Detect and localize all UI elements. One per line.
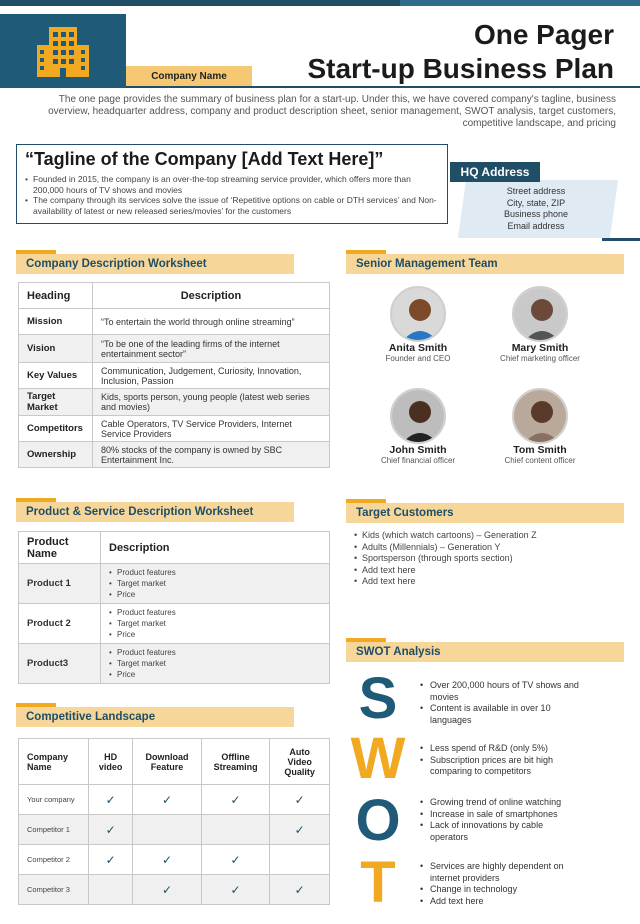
list-item: • Product features bbox=[109, 567, 321, 578]
table-header: HD video bbox=[89, 739, 133, 785]
intro-text: The one page provides the summary of business plan for a start-up. Under this, we have covered company's tagline, business overview, headquarter address, company and product description sheet, senior management, SWOT analysis, target customers, competitive landscape, and pricing bbox=[48, 94, 616, 129]
table-header: Offline Streaming bbox=[201, 739, 270, 785]
row-description: “To entertain the world through online streaming” bbox=[93, 309, 330, 335]
list-item: • Increase in sale of smartphones bbox=[420, 809, 580, 821]
list-item: • Over 200,000 hours of TV shows and movies bbox=[420, 680, 580, 703]
list-item: • Less spend of R&D (only 5%) bbox=[420, 743, 580, 755]
row-description: Cable Operators, TV Service Providers, Internet Service Providers bbox=[93, 416, 330, 442]
page-title bbox=[307, 18, 614, 86]
check-icon: ✓ bbox=[201, 845, 270, 875]
competitor-name: Your company bbox=[19, 785, 89, 815]
check-icon: ✓ bbox=[133, 845, 202, 875]
person-card bbox=[500, 388, 580, 466]
target-customers-list bbox=[354, 530, 624, 588]
hq-address-title: HQ Address bbox=[450, 162, 540, 182]
title-line-2: Start-up Business Plan bbox=[307, 53, 614, 84]
table-row bbox=[19, 644, 330, 684]
tagline-bullets bbox=[25, 174, 439, 216]
product-service-section bbox=[16, 498, 294, 522]
table-row bbox=[19, 416, 330, 442]
section-title: Senior Management Team bbox=[346, 254, 624, 274]
check-icon: ✓ bbox=[270, 815, 330, 845]
person-name: Anita Smith bbox=[388, 342, 448, 354]
table-row bbox=[19, 335, 330, 363]
table-header: Auto Video Quality bbox=[270, 739, 330, 785]
tagline-bullet: • The company through its services solve the issue of ‘Repetitive options on cable or DTH services’ and Non-availability of latest or new released series/movies’ for the customers bbox=[25, 195, 439, 216]
hq-accent-line bbox=[602, 238, 640, 241]
list-item: • Subscription prices are bit high comparing to competitors bbox=[420, 755, 580, 778]
table-header: Download Feature bbox=[133, 739, 202, 785]
row-heading: Mission bbox=[19, 309, 93, 335]
company-logo bbox=[0, 14, 126, 88]
avatar bbox=[390, 388, 446, 444]
row-heading: Competitors bbox=[19, 416, 93, 442]
check-icon: ✓ bbox=[201, 785, 270, 815]
table-header: Company Name bbox=[19, 739, 89, 785]
swot-weaknesses-list bbox=[420, 743, 580, 778]
tagline-title: “Tagline of the Company [Add Text Here]” bbox=[25, 149, 384, 169]
company-name-label: Company Name bbox=[126, 66, 252, 86]
swot-strengths-list bbox=[420, 680, 580, 726]
empty-cell bbox=[133, 815, 202, 845]
list-item: • Target market bbox=[109, 578, 321, 589]
list-item: • Kids (which watch cartoons) – Generation Z bbox=[354, 530, 624, 542]
tagline-box bbox=[16, 144, 448, 224]
row-description: Communication, Judgement, Curiosity, Innovation, Inclusion, Passion bbox=[93, 363, 330, 389]
check-icon: ✓ bbox=[270, 875, 330, 905]
person-name: John Smith bbox=[389, 444, 447, 456]
check-icon: ✓ bbox=[89, 815, 133, 845]
section-title: Competitive Landscape bbox=[16, 707, 294, 727]
list-item: • Change in technology bbox=[420, 884, 580, 896]
competitive-landscape-section bbox=[16, 703, 294, 727]
swot-letter-o bbox=[348, 790, 408, 852]
row-description: 80% stocks of the company is owned by SBC Entertainment Inc. bbox=[93, 442, 330, 468]
product-name: Product3 bbox=[19, 644, 101, 684]
row-heading: Vision bbox=[19, 335, 93, 363]
person-name: Mary Smith bbox=[511, 342, 569, 354]
competitor-name: Competitor 2 bbox=[19, 845, 89, 875]
tagline-bullet: • Founded in 2015, the company is an over-the-top streaming service provider, which offers more than 200,000 hours of TV shows and movies bbox=[25, 174, 439, 195]
swot-letter-w bbox=[348, 728, 408, 790]
header-divider bbox=[126, 86, 640, 88]
list-item: • Target market bbox=[109, 658, 321, 669]
table-row bbox=[19, 389, 330, 416]
table-row bbox=[19, 564, 330, 604]
section-title: Product & Service Description Worksheet bbox=[16, 502, 294, 522]
section-title: Target Customers bbox=[346, 503, 624, 523]
person-role: Founder and CEO bbox=[385, 354, 451, 363]
person-role: Chief marketing officer bbox=[500, 354, 580, 363]
list-item: • Add text here bbox=[420, 896, 580, 908]
empty-cell bbox=[89, 875, 133, 905]
list-item: • Lack of innovations by cable operators bbox=[420, 820, 580, 843]
row-heading: Ownership bbox=[19, 442, 93, 468]
swot-letter: W bbox=[350, 726, 406, 791]
table-row bbox=[19, 442, 330, 468]
product-features-list bbox=[109, 607, 321, 640]
check-icon: ✓ bbox=[270, 785, 330, 815]
check-icon: ✓ bbox=[201, 875, 270, 905]
row-description: Kids, sports person, young people (latest web series and movies) bbox=[93, 389, 330, 416]
list-item: • Growing trend of online watching bbox=[420, 797, 580, 809]
list-item: • Add text here bbox=[354, 576, 624, 588]
table-row bbox=[19, 815, 330, 845]
list-item: • Add text here bbox=[354, 565, 624, 577]
list-item: • Content is available in over 10 languages bbox=[420, 703, 580, 726]
title-line-1: One Pager bbox=[473, 19, 614, 50]
row-description: “To be one of the leading firms of the internet entertainment sector” bbox=[93, 335, 330, 363]
section-title: SWOT Analysis bbox=[346, 642, 624, 662]
list-item: • Adults (Millennials) – Generation Y bbox=[354, 542, 624, 554]
hq-phone: Business phone bbox=[503, 209, 569, 219]
list-item: • Product features bbox=[109, 647, 321, 658]
swot-letter: T bbox=[360, 850, 396, 915]
hq-city: City, state, ZIP bbox=[506, 197, 566, 208]
table-row bbox=[19, 875, 330, 905]
product-name: Product 2 bbox=[19, 604, 101, 644]
person-name: Tom Smith bbox=[513, 444, 567, 456]
table-header: Heading bbox=[19, 283, 93, 309]
row-heading: Target Market bbox=[19, 389, 93, 416]
person-card bbox=[378, 286, 458, 364]
list-item: • Price bbox=[109, 629, 321, 640]
table-row bbox=[19, 785, 330, 815]
senior-management-section bbox=[346, 250, 624, 274]
target-customers-section bbox=[346, 499, 624, 523]
list-item: • Services are highly dependent on internet providers bbox=[420, 861, 580, 884]
list-item: • Target market bbox=[109, 618, 321, 629]
empty-cell bbox=[270, 845, 330, 875]
competitor-name: Competitor 1 bbox=[19, 815, 89, 845]
swot-letter-t bbox=[348, 852, 408, 914]
product-name: Product 1 bbox=[19, 564, 101, 604]
product-features-list bbox=[109, 647, 321, 680]
row-heading: Key Values bbox=[19, 363, 93, 389]
person-role: Chief content officer bbox=[504, 456, 576, 465]
product-service-table bbox=[18, 531, 330, 684]
hq-email: Email address bbox=[507, 220, 565, 231]
hq-street: Street address bbox=[506, 186, 566, 196]
avatar bbox=[512, 388, 568, 444]
person-card bbox=[378, 388, 458, 466]
product-features-list bbox=[109, 567, 321, 600]
list-item: • Sportsperson (through sports section) bbox=[354, 553, 624, 565]
swot-threats-list bbox=[420, 861, 580, 907]
list-item: • Price bbox=[109, 589, 321, 600]
hq-address-lines bbox=[470, 186, 602, 232]
check-icon: ✓ bbox=[89, 785, 133, 815]
table-header: Product Name bbox=[19, 532, 101, 564]
empty-cell bbox=[201, 815, 270, 845]
table-row bbox=[19, 363, 330, 389]
table-row bbox=[19, 845, 330, 875]
avatar bbox=[390, 286, 446, 342]
table-row bbox=[19, 604, 330, 644]
building-icon bbox=[33, 23, 93, 79]
swot-section bbox=[346, 638, 624, 662]
check-icon: ✓ bbox=[133, 875, 202, 905]
competitor-name: Competitor 3 bbox=[19, 875, 89, 905]
table-row bbox=[19, 309, 330, 335]
competitive-landscape-table bbox=[18, 738, 330, 905]
swot-letter: S bbox=[358, 666, 398, 731]
list-item: • Product features bbox=[109, 607, 321, 618]
company-description-table bbox=[18, 282, 330, 468]
top-accent-bar-right bbox=[400, 0, 640, 6]
swot-letter: O bbox=[355, 788, 401, 853]
avatar bbox=[512, 286, 568, 342]
company-description-section bbox=[16, 250, 294, 274]
check-icon: ✓ bbox=[133, 785, 202, 815]
section-title: Company Description Worksheet bbox=[16, 254, 294, 274]
check-icon: ✓ bbox=[89, 845, 133, 875]
list-item: • Price bbox=[109, 669, 321, 680]
person-role: Chief financial officer bbox=[380, 456, 456, 465]
swot-opportunities-list bbox=[420, 797, 580, 843]
person-card bbox=[500, 286, 580, 364]
table-header: Description bbox=[101, 532, 330, 564]
swot-letter-s bbox=[348, 668, 408, 730]
table-header: Description bbox=[93, 283, 330, 309]
